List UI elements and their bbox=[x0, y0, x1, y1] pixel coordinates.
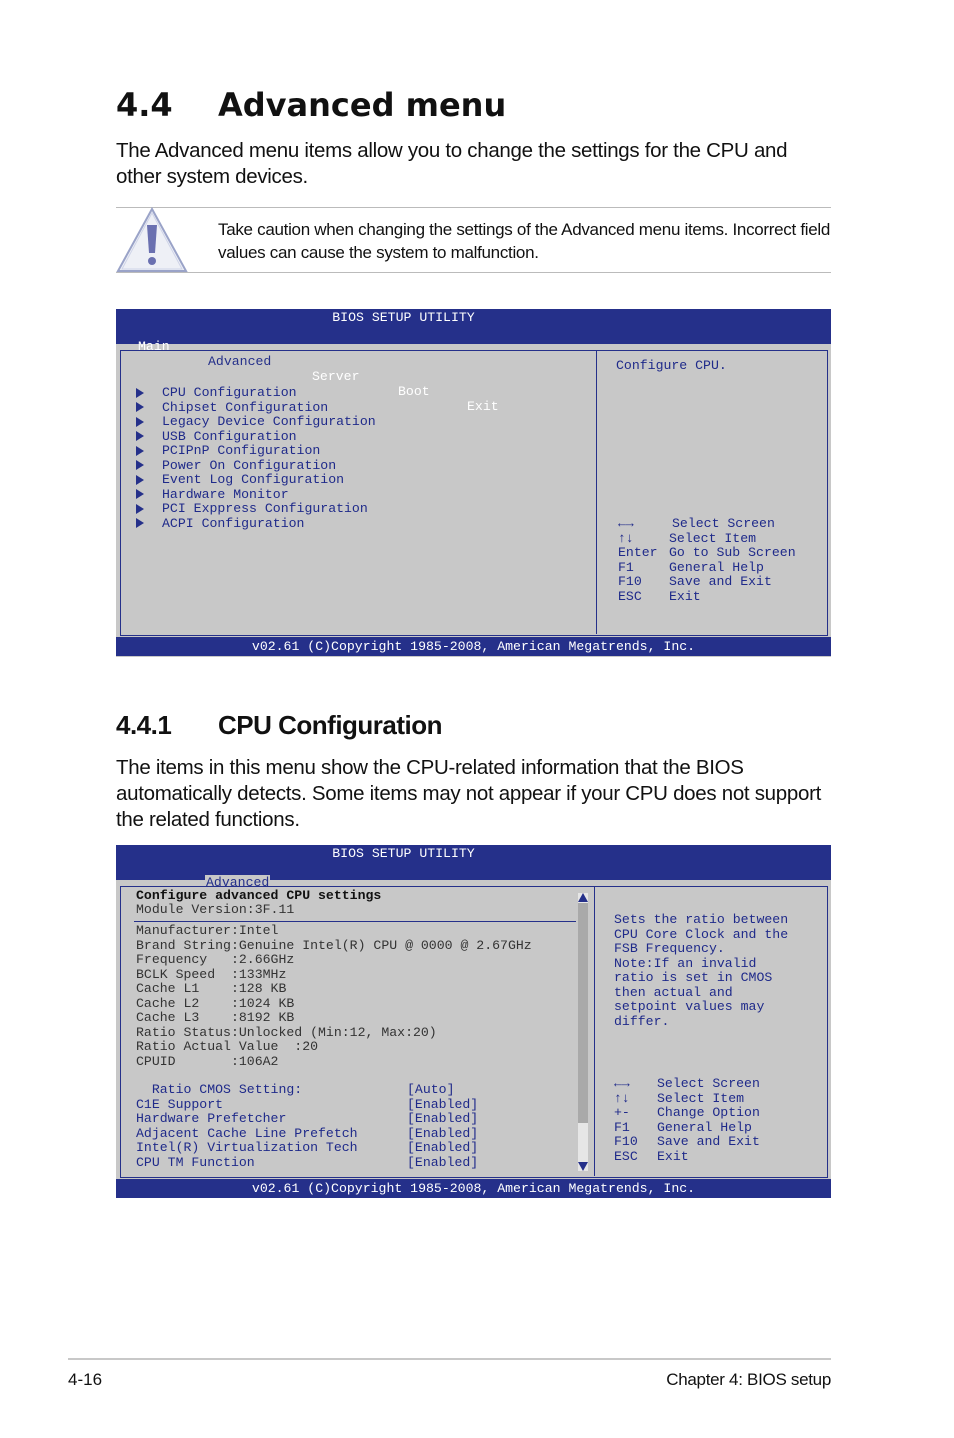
key-desc: Exit bbox=[669, 588, 701, 604]
menu-exit[interactable]: Exit bbox=[467, 399, 499, 414]
scroll-down-icon[interactable] bbox=[578, 1162, 588, 1171]
triangle-right-icon bbox=[136, 489, 144, 499]
bios-menu-item-label: PCI Exppress Configuration bbox=[162, 501, 368, 516]
cpu-info-line: CPUID :106A2 bbox=[136, 1053, 279, 1069]
key-name: Enter bbox=[618, 545, 658, 560]
key-desc: Select Item bbox=[669, 530, 757, 546]
bios-help-text: Configure CPU. bbox=[616, 358, 727, 373]
key-desc: Select Item bbox=[657, 1090, 745, 1106]
module-version: Module Version:3F.11 bbox=[136, 902, 295, 917]
key-desc: Change Option bbox=[657, 1105, 760, 1120]
key-name: +- bbox=[614, 1105, 630, 1120]
chapter-label: Chapter 4: BIOS setup bbox=[666, 1370, 831, 1389]
bios-header-title: BIOS SETUP UTILITY bbox=[332, 310, 475, 325]
bios-menu-item[interactable] bbox=[136, 444, 320, 459]
setting-name[interactable]: CPU TM Function bbox=[136, 1154, 255, 1170]
bios-menu-item[interactable] bbox=[136, 401, 328, 416]
key-name: ESC bbox=[614, 1148, 638, 1164]
help-line: then actual and bbox=[614, 984, 733, 1000]
key-desc: Save and Exit bbox=[657, 1134, 760, 1149]
setting-name[interactable]: Ratio CMOS Setting: bbox=[136, 1082, 303, 1097]
menu-boot[interactable]: Boot bbox=[398, 384, 430, 399]
triangle-right-icon bbox=[136, 388, 144, 398]
menu-main[interactable]: Main bbox=[138, 339, 170, 354]
section-number: 4.4 bbox=[116, 86, 173, 124]
sub-intro-paragraph: The items in this menu show the CPU-related information that the BIOS automatically detects. Some items may not appear if your CPU does not support the related functions. bbox=[116, 756, 822, 831]
bios-header-title: BIOS SETUP UTILITY bbox=[332, 846, 475, 861]
help-line: setpoint values may bbox=[614, 999, 765, 1014]
bios-menu-item-label: ACPI Configuration bbox=[162, 515, 305, 531]
caution-box bbox=[116, 207, 831, 273]
key-name: F1 bbox=[618, 559, 634, 575]
bios-menu-item-label: USB Configuration bbox=[162, 428, 297, 444]
scrollbar[interactable] bbox=[578, 893, 588, 1171]
help-line: CPU Core Clock and the bbox=[614, 926, 789, 942]
key-desc: General Help bbox=[669, 559, 764, 575]
menu-advanced[interactable]: Advanced bbox=[206, 875, 270, 890]
key-name: F10 bbox=[614, 1134, 638, 1149]
section-title-text: Advanced menu bbox=[218, 86, 507, 124]
caution-text: Take caution when changing the settings of the Advanced menu items. Incorrect field values can cause the system to malfunction. bbox=[218, 220, 831, 262]
setting-name[interactable]: Hardware Prefetcher bbox=[136, 1111, 287, 1126]
bios-menu-item[interactable] bbox=[136, 502, 368, 517]
key-desc: Exit bbox=[657, 1148, 689, 1164]
help-line: Note:If an invalid bbox=[614, 955, 757, 971]
setting-value[interactable]: [Enabled] bbox=[407, 1096, 479, 1112]
cpu-info-line: Cache L2 :1024 KB bbox=[136, 995, 295, 1011]
key-name: ←→ bbox=[618, 516, 634, 531]
key-name: F10 bbox=[618, 574, 642, 589]
help-line: ratio is set in CMOS bbox=[614, 970, 773, 985]
bios-advanced-screen bbox=[116, 309, 831, 657]
cpu-info-line: Ratio Actual Value :20 bbox=[136, 1039, 319, 1054]
setting-name[interactable]: C1E Support bbox=[136, 1096, 224, 1112]
bios-menu-item[interactable] bbox=[136, 430, 297, 445]
bios-menu-item[interactable] bbox=[136, 473, 344, 488]
bios-menu-item-label: CPU Configuration bbox=[162, 385, 297, 400]
bios-menu-item-label: Power On Configuration bbox=[162, 457, 337, 473]
help-line: differ. bbox=[614, 1013, 670, 1029]
bios-menu-item[interactable] bbox=[136, 488, 289, 503]
key-name: ←→ bbox=[614, 1076, 630, 1091]
cpu-info-line: Brand String:Genuine Intel(R) CPU @ 0000 @ 2.67GHz bbox=[136, 937, 532, 953]
cpu-info-line: Ratio Status:Unlocked (Min:12, Max:20) bbox=[136, 1024, 437, 1040]
cpu-settings-heading: Configure advanced CPU settings bbox=[136, 888, 382, 903]
scroll-up-icon[interactable] bbox=[578, 893, 588, 902]
setting-value[interactable]: [Enabled] bbox=[407, 1125, 479, 1141]
triangle-right-icon bbox=[136, 504, 144, 514]
cpu-info-line: Cache L3 :8192 KB bbox=[136, 1010, 295, 1025]
subsection-title bbox=[116, 710, 442, 741]
menu-server[interactable]: Server bbox=[312, 369, 360, 384]
key-desc: Select Screen bbox=[657, 1076, 760, 1091]
help-line: FSB Frequency. bbox=[614, 941, 725, 956]
setting-value[interactable]: [Auto] bbox=[407, 1082, 455, 1097]
bios-menu-item-label: Chipset Configuration bbox=[162, 399, 329, 415]
subsection-number: 4.4.1 bbox=[116, 710, 172, 740]
key-desc: General Help bbox=[657, 1119, 752, 1135]
bios-menu-item-label: Hardware Monitor bbox=[162, 486, 289, 502]
bios-cpu-screen bbox=[116, 845, 831, 1198]
intro-paragraph: The Advanced menu items allow you to change the settings for the CPU and other system devices. bbox=[116, 139, 788, 188]
triangle-right-icon bbox=[136, 402, 144, 412]
bios-menu-item[interactable] bbox=[136, 415, 376, 430]
page-number: 4-16 bbox=[68, 1370, 103, 1389]
triangle-right-icon bbox=[136, 460, 144, 470]
key-desc: Go to Sub Screen bbox=[669, 545, 796, 560]
triangle-right-icon bbox=[136, 518, 144, 528]
bios-menu-item[interactable] bbox=[136, 517, 304, 532]
help-line: Sets the ratio between bbox=[614, 912, 789, 927]
bios-footer: v02.61 (C)Copyright 1985-2008, American Megatrends, Inc. bbox=[116, 1179, 831, 1198]
triangle-right-icon bbox=[136, 446, 144, 456]
setting-value[interactable]: [Enabled] bbox=[407, 1111, 479, 1126]
setting-value[interactable]: [Enabled] bbox=[407, 1154, 479, 1170]
bios-menu-item[interactable] bbox=[136, 459, 336, 474]
setting-name[interactable]: Intel(R) Virtualization Tech bbox=[136, 1140, 358, 1155]
subsection-title-text: CPU Configuration bbox=[218, 710, 443, 740]
key-name: ↑↓ bbox=[614, 1090, 630, 1106]
bios-menu-item-label: Legacy Device Configuration bbox=[162, 414, 376, 429]
key-desc: Save and Exit bbox=[669, 574, 772, 589]
cpu-info-line: Frequency :2.66GHz bbox=[136, 952, 295, 967]
scrollbar-thumb[interactable] bbox=[578, 903, 588, 1123]
section-title bbox=[116, 86, 506, 124]
warning-icon bbox=[116, 207, 188, 273]
key-name: ESC bbox=[618, 588, 642, 604]
triangle-right-icon bbox=[136, 431, 144, 441]
setting-name[interactable]: Adjacent Cache Line Prefetch bbox=[136, 1125, 358, 1141]
cpu-info-line: BCLK Speed :133MHz bbox=[136, 966, 287, 982]
bios-menu-item-label: Event Log Configuration bbox=[162, 472, 345, 487]
key-name: ↑↓ bbox=[618, 530, 634, 546]
cpu-info-line: Manufacturer:Intel bbox=[136, 923, 279, 938]
bios-menu-item[interactable] bbox=[136, 386, 297, 401]
triangle-right-icon bbox=[136, 417, 144, 427]
bios-menu-item-label: PCIPnP Configuration bbox=[162, 443, 321, 458]
key-desc: Select Screen bbox=[672, 516, 775, 531]
key-name: F1 bbox=[614, 1119, 630, 1135]
footer-rule bbox=[68, 1358, 831, 1360]
triangle-right-icon bbox=[136, 475, 144, 485]
menu-advanced[interactable]: Advanced bbox=[208, 354, 272, 369]
separator bbox=[134, 921, 576, 922]
setting-value[interactable]: [Enabled] bbox=[407, 1140, 479, 1155]
cpu-info-line: Cache L1 :128 KB bbox=[136, 981, 287, 996]
bios-header bbox=[116, 845, 831, 890]
bios-footer: v02.61 (C)Copyright 1985-2008, American Megatrends, Inc. bbox=[116, 637, 831, 656]
